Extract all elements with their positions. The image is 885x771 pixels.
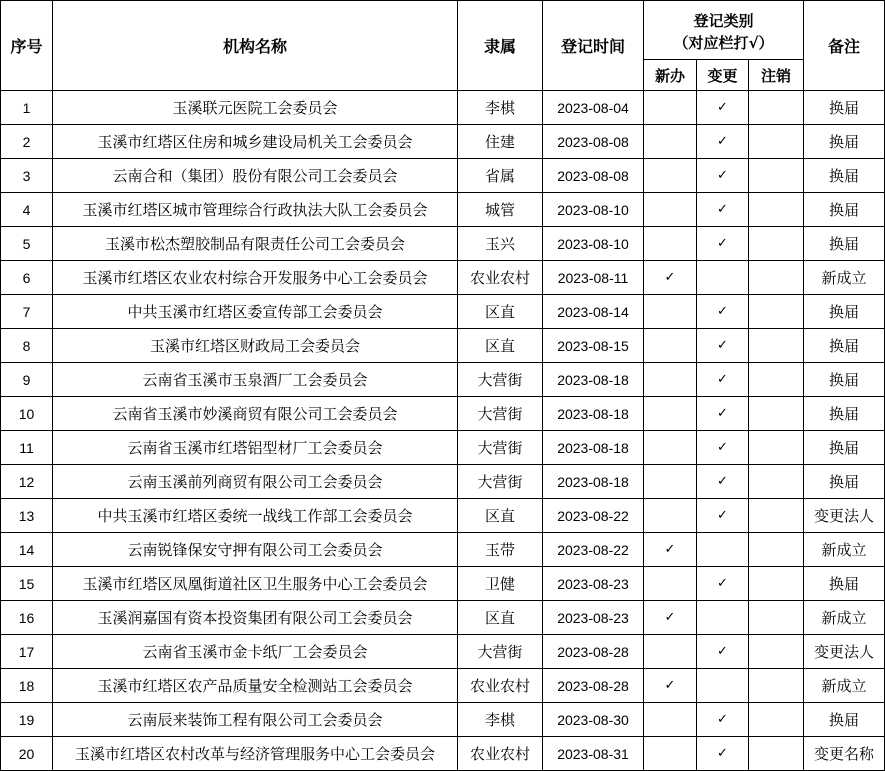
row-cancel-check xyxy=(749,295,804,329)
row-index: 16 xyxy=(1,601,53,635)
row-index: 6 xyxy=(1,261,53,295)
row-affiliation: 李棋 xyxy=(458,703,543,737)
row-affiliation: 区直 xyxy=(458,601,543,635)
row-cancel-check xyxy=(749,703,804,737)
row-index: 4 xyxy=(1,193,53,227)
row-new-check xyxy=(644,397,697,431)
row-org-name: 云南辰来装饰工程有限公司工会委员会 xyxy=(53,703,458,737)
row-reg-date: 2023-08-11 xyxy=(543,261,644,295)
row-remark: 新成立 xyxy=(804,669,885,703)
table-row xyxy=(1,397,885,431)
row-new-check xyxy=(644,499,697,533)
row-change-check: ✓ xyxy=(697,465,749,499)
row-affiliation: 省属 xyxy=(458,159,543,193)
row-org-name: 玉溪联元医院工会委员会 xyxy=(53,91,458,125)
table-row xyxy=(1,125,885,159)
row-affiliation: 大营街 xyxy=(458,635,543,669)
row-change-check: ✓ xyxy=(697,397,749,431)
row-remark: 换届 xyxy=(804,431,885,465)
row-change-check: ✓ xyxy=(697,499,749,533)
row-index: 13 xyxy=(1,499,53,533)
row-affiliation: 大营街 xyxy=(458,431,543,465)
row-change-check: ✓ xyxy=(697,227,749,261)
row-cancel-check xyxy=(749,499,804,533)
table-row xyxy=(1,737,885,771)
header-cancel: 注销 xyxy=(749,60,804,91)
table-row xyxy=(1,295,885,329)
row-affiliation: 大营街 xyxy=(458,465,543,499)
row-index: 8 xyxy=(1,329,53,363)
row-cancel-check xyxy=(749,533,804,567)
header-new: 新办 xyxy=(644,60,697,91)
row-remark: 换届 xyxy=(804,193,885,227)
row-cancel-check xyxy=(749,635,804,669)
row-change-check: ✓ xyxy=(697,703,749,737)
row-affiliation: 大营街 xyxy=(458,363,543,397)
table-row xyxy=(1,329,885,363)
row-index: 17 xyxy=(1,635,53,669)
row-change-check: ✓ xyxy=(697,737,749,771)
row-remark: 换届 xyxy=(804,329,885,363)
row-index: 15 xyxy=(1,567,53,601)
row-org-name: 云南省玉溪市玉泉酒厂工会委员会 xyxy=(53,363,458,397)
row-affiliation: 大营街 xyxy=(458,397,543,431)
row-change-check: ✓ xyxy=(697,363,749,397)
row-change-check: ✓ xyxy=(697,329,749,363)
row-reg-date: 2023-08-18 xyxy=(543,465,644,499)
row-affiliation: 区直 xyxy=(458,329,543,363)
table-row xyxy=(1,567,885,601)
row-new-check xyxy=(644,635,697,669)
row-new-check xyxy=(644,329,697,363)
row-remark: 换届 xyxy=(804,703,885,737)
row-org-name: 云南锐锋保安守押有限公司工会委员会 xyxy=(53,533,458,567)
row-new-check: ✓ xyxy=(644,601,697,635)
row-cancel-check xyxy=(749,227,804,261)
row-org-name: 云南玉溪前列商贸有限公司工会委员会 xyxy=(53,465,458,499)
row-new-check xyxy=(644,465,697,499)
row-affiliation: 区直 xyxy=(458,295,543,329)
row-change-check: ✓ xyxy=(697,193,749,227)
row-index: 9 xyxy=(1,363,53,397)
table-row xyxy=(1,703,885,737)
row-org-name: 玉溪市红塔区财政局工会委员会 xyxy=(53,329,458,363)
row-new-check xyxy=(644,363,697,397)
row-index: 20 xyxy=(1,737,53,771)
row-affiliation: 住建 xyxy=(458,125,543,159)
row-change-check: ✓ xyxy=(697,567,749,601)
table-row xyxy=(1,227,885,261)
table-row xyxy=(1,465,885,499)
header-reg-date: 登记时间 xyxy=(543,1,644,91)
row-cancel-check xyxy=(749,397,804,431)
row-cancel-check xyxy=(749,431,804,465)
row-new-check xyxy=(644,567,697,601)
row-reg-date: 2023-08-18 xyxy=(543,431,644,465)
row-new-check xyxy=(644,193,697,227)
row-reg-date: 2023-08-08 xyxy=(543,159,644,193)
row-remark: 换届 xyxy=(804,363,885,397)
row-affiliation: 玉兴 xyxy=(458,227,543,261)
table-body xyxy=(1,91,885,771)
row-cancel-check xyxy=(749,159,804,193)
row-new-check xyxy=(644,431,697,465)
row-change-check: ✓ xyxy=(697,159,749,193)
table-row xyxy=(1,91,885,125)
row-index: 12 xyxy=(1,465,53,499)
row-index: 7 xyxy=(1,295,53,329)
row-reg-date: 2023-08-14 xyxy=(543,295,644,329)
row-reg-date: 2023-08-23 xyxy=(543,567,644,601)
row-change-check: ✓ xyxy=(697,295,749,329)
row-index: 14 xyxy=(1,533,53,567)
row-index: 3 xyxy=(1,159,53,193)
header-category-note: （对应栏打√） xyxy=(673,34,774,52)
row-remark: 换届 xyxy=(804,91,885,125)
row-org-name: 中共玉溪市红塔区委宣传部工会委员会 xyxy=(53,295,458,329)
row-index: 18 xyxy=(1,669,53,703)
row-change-check: ✓ xyxy=(697,431,749,465)
row-index: 5 xyxy=(1,227,53,261)
row-cancel-check xyxy=(749,669,804,703)
row-change-check: ✓ xyxy=(697,125,749,159)
row-org-name: 玉溪市红塔区城市管理综合行政执法大队工会委员会 xyxy=(53,193,458,227)
row-new-check xyxy=(644,227,697,261)
table-row xyxy=(1,635,885,669)
row-org-name: 玉溪市红塔区农村改革与经济管理服务中心工会委员会 xyxy=(53,737,458,771)
row-affiliation: 农业农村 xyxy=(458,737,543,771)
row-remark: 变更法人 xyxy=(804,499,885,533)
row-remark: 新成立 xyxy=(804,533,885,567)
row-org-name: 玉溪市红塔区农产品质量安全检测站工会委员会 xyxy=(53,669,458,703)
row-org-name: 玉溪市红塔区农业农村综合开发服务中心工会委员会 xyxy=(53,261,458,295)
row-reg-date: 2023-08-10 xyxy=(543,227,644,261)
row-index: 19 xyxy=(1,703,53,737)
row-index: 10 xyxy=(1,397,53,431)
row-new-check xyxy=(644,159,697,193)
row-cancel-check xyxy=(749,91,804,125)
header-category-title: 登记类别 xyxy=(693,12,754,30)
row-reg-date: 2023-08-28 xyxy=(543,635,644,669)
row-new-check xyxy=(644,737,697,771)
row-change-check xyxy=(697,601,749,635)
row-new-check xyxy=(644,703,697,737)
row-affiliation: 玉带 xyxy=(458,533,543,567)
row-cancel-check xyxy=(749,737,804,771)
row-affiliation: 农业农村 xyxy=(458,669,543,703)
row-remark: 换届 xyxy=(804,567,885,601)
row-remark: 换届 xyxy=(804,125,885,159)
table-row xyxy=(1,499,885,533)
header-org-name: 机构名称 xyxy=(53,1,458,91)
header-category xyxy=(644,1,804,60)
row-org-name: 玉溪市松杰塑胶制品有限责任公司工会委员会 xyxy=(53,227,458,261)
row-reg-date: 2023-08-18 xyxy=(543,397,644,431)
table-row xyxy=(1,363,885,397)
row-affiliation: 李棋 xyxy=(458,91,543,125)
row-cancel-check xyxy=(749,363,804,397)
row-reg-date: 2023-08-04 xyxy=(543,91,644,125)
header-index: 序号 xyxy=(1,1,53,91)
table-row xyxy=(1,669,885,703)
row-remark: 换届 xyxy=(804,397,885,431)
row-org-name: 云南省玉溪市红塔铝型材厂工会委员会 xyxy=(53,431,458,465)
row-cancel-check xyxy=(749,125,804,159)
table-row xyxy=(1,193,885,227)
row-reg-date: 2023-08-08 xyxy=(543,125,644,159)
row-change-check: ✓ xyxy=(697,635,749,669)
row-reg-date: 2023-08-23 xyxy=(543,601,644,635)
table-header xyxy=(1,1,885,91)
row-org-name: 玉溪润嘉国有资本投资集团有限公司工会委员会 xyxy=(53,601,458,635)
row-new-check: ✓ xyxy=(644,669,697,703)
row-remark: 新成立 xyxy=(804,601,885,635)
table-row xyxy=(1,601,885,635)
row-change-check: ✓ xyxy=(697,91,749,125)
row-reg-date: 2023-08-28 xyxy=(543,669,644,703)
row-affiliation: 卫健 xyxy=(458,567,543,601)
row-cancel-check xyxy=(749,261,804,295)
row-new-check: ✓ xyxy=(644,533,697,567)
row-affiliation: 农业农村 xyxy=(458,261,543,295)
row-org-name: 玉溪市红塔区凤凰街道社区卫生服务中心工会委员会 xyxy=(53,567,458,601)
table-row xyxy=(1,431,885,465)
row-change-check xyxy=(697,669,749,703)
row-reg-date: 2023-08-22 xyxy=(543,533,644,567)
header-remark: 备注 xyxy=(804,1,885,91)
row-index: 2 xyxy=(1,125,53,159)
row-affiliation: 区直 xyxy=(458,499,543,533)
row-remark: 变更名称 xyxy=(804,737,885,771)
row-org-name: 玉溪市红塔区住房和城乡建设局机关工会委员会 xyxy=(53,125,458,159)
row-remark: 换届 xyxy=(804,465,885,499)
row-remark: 变更法人 xyxy=(804,635,885,669)
table-row xyxy=(1,159,885,193)
row-remark: 换届 xyxy=(804,227,885,261)
row-reg-date: 2023-08-18 xyxy=(543,363,644,397)
row-reg-date: 2023-08-30 xyxy=(543,703,644,737)
row-cancel-check xyxy=(749,465,804,499)
row-org-name: 云南合和（集团）股份有限公司工会委员会 xyxy=(53,159,458,193)
row-affiliation: 城管 xyxy=(458,193,543,227)
row-org-name: 中共玉溪市红塔区委统一战线工作部工会委员会 xyxy=(53,499,458,533)
header-affiliation: 隶属 xyxy=(458,1,543,91)
row-new-check xyxy=(644,295,697,329)
row-reg-date: 2023-08-10 xyxy=(543,193,644,227)
row-cancel-check xyxy=(749,193,804,227)
row-new-check xyxy=(644,125,697,159)
row-reg-date: 2023-08-15 xyxy=(543,329,644,363)
table-row xyxy=(1,261,885,295)
row-index: 1 xyxy=(1,91,53,125)
row-cancel-check xyxy=(749,329,804,363)
row-cancel-check xyxy=(749,601,804,635)
header-change: 变更 xyxy=(697,60,749,91)
row-reg-date: 2023-08-22 xyxy=(543,499,644,533)
row-new-check xyxy=(644,91,697,125)
row-index: 11 xyxy=(1,431,53,465)
row-change-check xyxy=(697,261,749,295)
table-row xyxy=(1,533,885,567)
row-remark: 新成立 xyxy=(804,261,885,295)
row-cancel-check xyxy=(749,567,804,601)
row-org-name: 云南省玉溪市妙溪商贸有限公司工会委员会 xyxy=(53,397,458,431)
row-remark: 换届 xyxy=(804,295,885,329)
row-reg-date: 2023-08-31 xyxy=(543,737,644,771)
row-remark: 换届 xyxy=(804,159,885,193)
row-change-check xyxy=(697,533,749,567)
row-org-name: 云南省玉溪市金卡纸厂工会委员会 xyxy=(53,635,458,669)
row-new-check: ✓ xyxy=(644,261,697,295)
